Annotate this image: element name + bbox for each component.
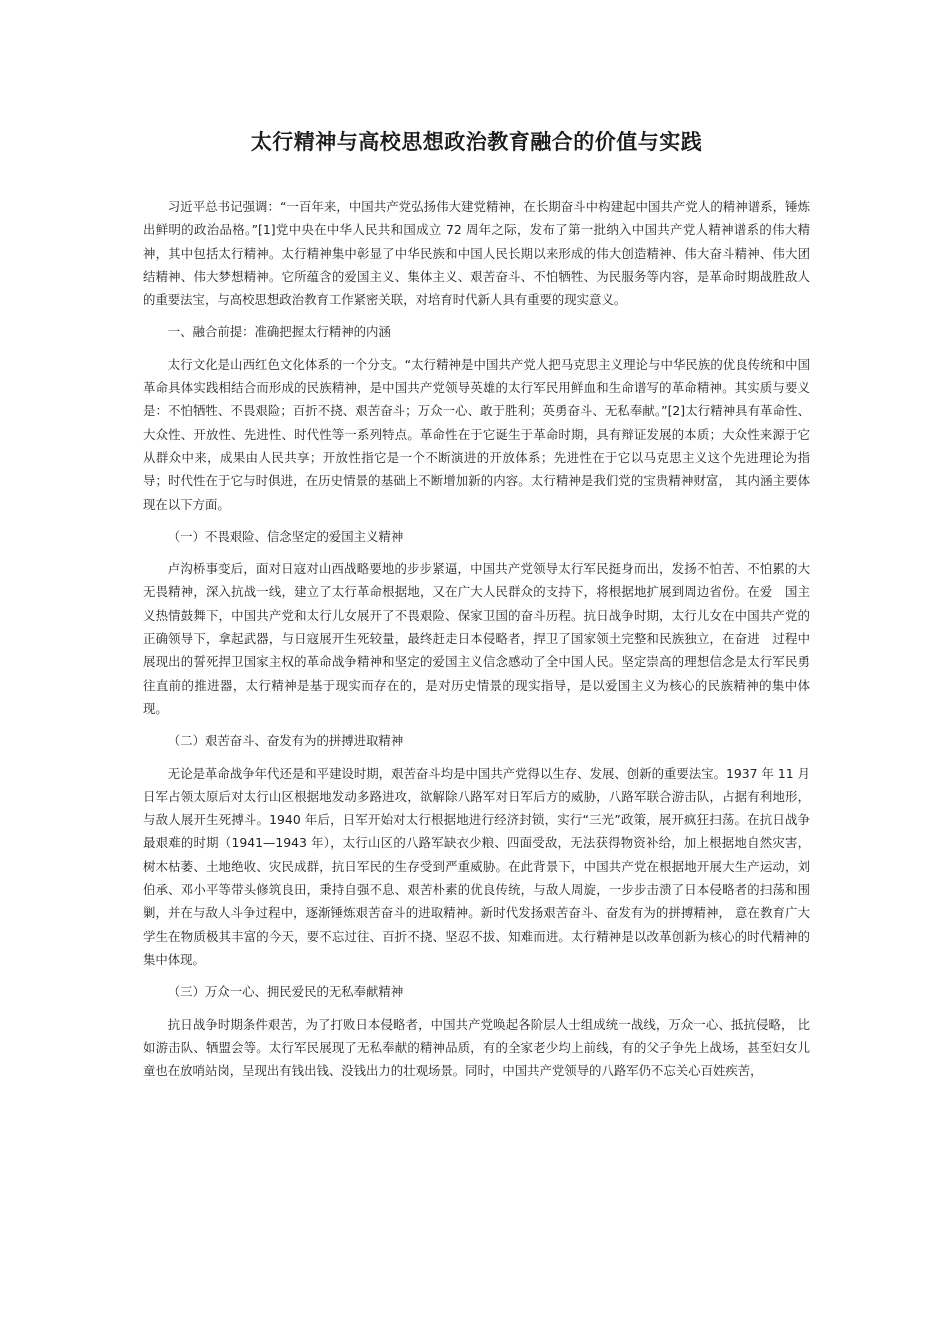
paragraph-patriotism: 卢沟桥事变后，面对日寇对山西战略要地的步步紧逼，中国共产党领导太行军民挺身而出，发扬不怕苦、不怕累的大无畏精神，深入抗战一线，建立了太行革命根据地，又在广大人民群众的支持下，将根据地扩展到周边省份。在爱 国主义热情鼓舞下，中国共产党和太行儿女展开了不畏艰险、保家卫国的奋斗历程。抗日战争时期，太行儿女在中国共产党的正确领导下，拿起武器，与日寇展开生死较量，最终赶走日本侵略者，捍卫了国家领土完整和民族独立，在奋进 过程中展现出的誓死捍卫国家主权的革命战争精神和坚定的爱国主义信念感动了全中国人民。坚定崇高的理想信念是太行军民勇往直前的推进器，太行精神是基于现实而存在的，是对历史情景的现实指导，是以爱国主义为核心的民族精神的集中体现。 [143,561,810,716]
paragraph-taihang-culture: 太行文化是山西红色文化体系的一个分支。“太行精神是中国共产党人把马克思主义理论与中华民族的优良传统和中国革命具体实践相结合而形成的民族精神，是中国共产党领导英雄的太行军民用鲜血和生命谱写的革命精神。其实质与要义是：不怕牺牲、不畏艰险；百折不挠、艰苦奋斗；万众一心、敢于胜利；英勇奋斗、无私奉献。”[2]太行精神具有革命性、大众性、开放性、先进性、时代性等一系列特点。革命性在于它诞生于革命时期，具有辩证发展的本质；大众性来源于它从群众中来，成果由人民共享；开放性指它是一个不断演进的开放体系；先进性在于它以马克思主义这个先进理论为指导；时代性在于它与时俱进，在历史情景的基础上不断增加新的内容。太行精神是我们党的宝贵精神财富， 其内涵主要体现在以下方面。 [143,356,810,512]
subsection-heading-3: （三）万众一心、拥民爱民的无私奉献精神 [167,984,404,1000]
subsection-heading-2: （二）艰苦奋斗、奋发有为的拼搏进取精神 [167,733,404,749]
document-body [143,195,810,1090]
paragraph-intro: 习近平总书记强调：“一百年来，中国共产党弘扬伟大建党精神，在长期奋斗中构建起中国共产党人的精神谱系，锤炼出鲜明的政治品格。”[1]党中央在中华人民共和国成立 72 周年之际，发布了第一批纳入中国共产党人精神谱系的伟大精神，其中包括太行精神。太行精神集中彰显了中华民族和中国人民长期以来形成的伟大创造精神、伟大奋斗精神、伟大团结精神、伟大梦想精神。它所蕴含的爱国主义、集体主义、艰苦奋斗、不怕牺牲、为民服务等内容，是革命时期战胜敌人的重要法宝，与高校思想政治教育工作紧密关联，对培育时代新人具有重要的现实意义。 [143,199,810,308]
section-heading-1: 一、融合前提：准确把握太行精神的内涵 [167,324,391,340]
paragraph-hard-struggle: 无论是革命战争年代还是和平建设时期，艰苦奋斗均是中国共产党得以生存、发展、创新的重要法宝。1937 年 11 月日军占领太原后对太行山区根据地发动多路进攻，欲解除八路军对日军后方的威胁，八路军联合游击队，占据有利地形，与敌人展开生死搏斗。1940 年后，日军开始对太行根据地进行经济封锁，实行“三光”政策，展开疯狂扫荡。在抗日战争最艰难的时期（1941—1943 年），太行山区的八路军缺衣少粮、四面受敌，无法获得物资补给，加上根据地自然灾害，树木枯萎、土地绝收、灾民成群，抗日军民的生存受到严重威胁。在此背景下，中国共产党在根据地开展大生产运动，刘伯承、邓小平等带头修筑良田，秉持自强不息、艰苦朴素的优良传统，与敌人周旋，一步步击溃了日本侵略者的扫荡和围剿，并在与敌人斗争过程中，逐渐锤炼艰苦奋斗的进取精神。新时代发扬艰苦奋斗、奋发有为的拼搏精神， 意在教育广大学生在物质极其丰富的今天，要不忘过往、百折不挠、坚忍不拔、知难而进。太行精神是以改革创新为核心的时代精神的集中体现。 [143,765,810,967]
subsection-heading-1: （一）不畏艰险、信念坚定的爱国主义精神 [167,528,404,544]
paragraph-dedication: 抗日战争时期条件艰苦，为了打败日本侵略者，中国共产党唤起各阶层人士组成统一战线，万众一心、抵抗侵略， 比如游击队、牺盟会等。太行军民展现了无私奉献的精神品质，有的全家老少均上前线，有的父子争先上战场，甚至妇女儿童也在放哨站岗，呈现出有钱出钱、没钱出力的壮观场景。同时，中国共产党领导的八路军仍不忘关心百姓疾苦， [143,1016,810,1079]
document-title: 太行精神与高校思想政治教育融合的价值与实践 [250,130,703,154]
